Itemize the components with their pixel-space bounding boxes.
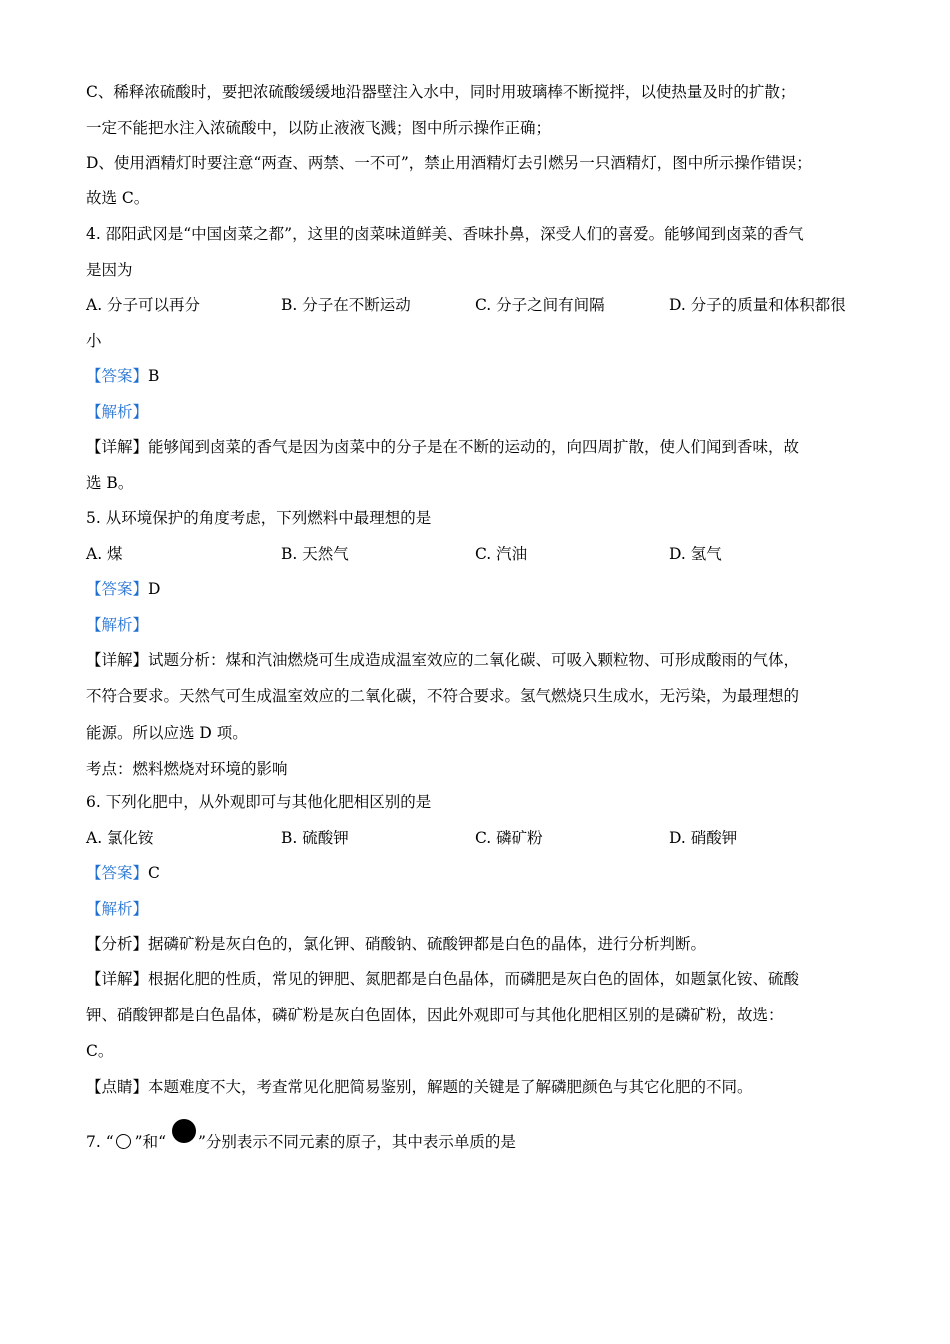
q6-detail-text: 根据化肥的性质，常见的钾肥、氮肥都是白色晶体，而磷肥是灰白色的固体，如题氯化铵、硫酸 [148, 970, 800, 988]
q6-detail-line-3: C。 [86, 1042, 114, 1060]
q4-detail-text: 能够闻到卤菜的香气是因为卤菜中的分子是在不断的运动的，向四周扩散，使人们闻到香味，故 [148, 438, 800, 456]
q5-detail-text: 试题分析：煤和汽油燃烧可生成造成温室效应的二氧化碳、可吸入颗粒物、可形成酸雨的气体， [148, 651, 800, 669]
q5-answer-value: D [148, 580, 161, 598]
q4-answer [86, 366, 159, 386]
q5-answer [86, 579, 160, 599]
q4-option-a: A. 分子可以再分 [86, 296, 201, 314]
q4-stem-line-1: 4. 邵阳武冈是“中国卤菜之都”，这里的卤菜味道鲜美、香味扑鼻，深受人们的喜爱。能够闻到卤菜的香气 [86, 225, 804, 243]
q5-detail-line-1 [86, 650, 799, 670]
q4-detail-line-1 [86, 437, 799, 457]
q4-analysis-tag: 【解析】 [86, 403, 149, 421]
q6-detail-line-2: 钾、硝酸钾都是白色晶体，磷矿粉是灰白色固体，因此外观即可与其他化肥相区别的是磷矿粉，故选： [86, 1006, 784, 1024]
q5-option-a: A. 煤 [86, 545, 123, 563]
answer-tag: 【答案】 [86, 367, 149, 385]
q3-option-d-explanation: D、使用酒精灯时要注意“两查、两禁、一不可”，禁止用酒精灯去引燃另一只酒精灯，图中所示操作错误； [86, 154, 812, 172]
q7-suffix: ”分别表示不同元素的原子，其中表示单质的是 [198, 1133, 516, 1151]
answer-tag: 【答案】 [86, 864, 149, 882]
q4-option-b: B. 分子在不断运动 [281, 296, 411, 314]
q6-option-b: B. 硫酸钾 [281, 829, 349, 847]
q5-option-d: D. 氢气 [669, 545, 722, 563]
q6-fenxi-text: 据磷矿粉是灰白色的，氯化钾、硝酸钠、硫酸钾都是白色的晶体，进行分析判断。 [148, 935, 707, 953]
q5-option-c: C. 汽油 [475, 545, 528, 563]
q3-option-c-explanation-line-1: C、稀释浓硫酸时，要把浓硫酸缓缓地沿器壁注入水中，同时用玻璃棒不断搅拌，以使热量及时的扩散； [86, 83, 796, 101]
answer-tag: 【答案】 [86, 580, 149, 598]
q6-stem: 6. 下列化肥中，从外观即可与其他化肥相区别的是 [86, 793, 432, 811]
q6-fenxi [86, 934, 706, 954]
q5-detail-line-3: 能源。所以应选 D 项。 [86, 724, 248, 742]
q6-option-a: A. 氯化铵 [86, 829, 154, 847]
detail-tag: 【详解】 [86, 970, 149, 988]
detail-tag: 【详解】 [86, 651, 149, 669]
hollow-circle-atom-icon [116, 1134, 131, 1149]
q7-stem [86, 1125, 516, 1152]
q5-analysis-tag: 【解析】 [86, 616, 149, 634]
filled-circle-atom-icon [172, 1119, 196, 1143]
q6-detail-line-1 [86, 969, 799, 989]
q4-option-d: D. 分子的质量和体积都很 [669, 296, 846, 314]
dianjing-tag: 【点睛】 [86, 1078, 149, 1096]
detail-tag: 【详解】 [86, 438, 149, 456]
q3-option-c-explanation-line-2: 一定不能把水注入浓硫酸中，以防止液液飞溅；图中所示操作正确； [86, 119, 552, 137]
q7-prefix: 7. “ [86, 1133, 114, 1151]
q5-kaodian: 考点：燃料燃烧对环境的影响 [86, 760, 288, 778]
q7-mid: ”和“ [134, 1133, 166, 1151]
q6-analysis-tag: 【解析】 [86, 900, 149, 918]
q6-dianjing [86, 1077, 753, 1097]
q6-option-d: D. 硝酸钾 [669, 829, 738, 847]
q6-dianjing-text: 本题难度不大，考查常见化肥简易鉴别，解题的关键是了解磷肥颜色与其它化肥的不同。 [148, 1078, 753, 1096]
q6-option-c: C. 磷矿粉 [475, 829, 543, 847]
q3-conclusion: 故选 C。 [86, 189, 150, 207]
q4-option-c: C. 分子之间有间隔 [475, 296, 605, 314]
q4-stem-line-2: 是因为 [86, 261, 133, 279]
q5-detail-line-2: 不符合要求。天然气可生成温室效应的二氧化碳，不符合要求。氢气燃烧只生成水，无污染，为最理想的 [86, 687, 800, 705]
q5-stem: 5. 从环境保护的角度考虑，下列燃料中最理想的是 [86, 509, 432, 527]
q5-option-b: B. 天然气 [281, 545, 349, 563]
q4-detail-line-2: 选 B。 [86, 474, 134, 492]
q6-answer-value: C [148, 864, 160, 882]
q6-answer [86, 863, 160, 883]
q4-option-d-continued: 小 [86, 332, 102, 350]
fenxi-tag: 【分析】 [86, 935, 149, 953]
q4-answer-value: B [148, 367, 160, 385]
